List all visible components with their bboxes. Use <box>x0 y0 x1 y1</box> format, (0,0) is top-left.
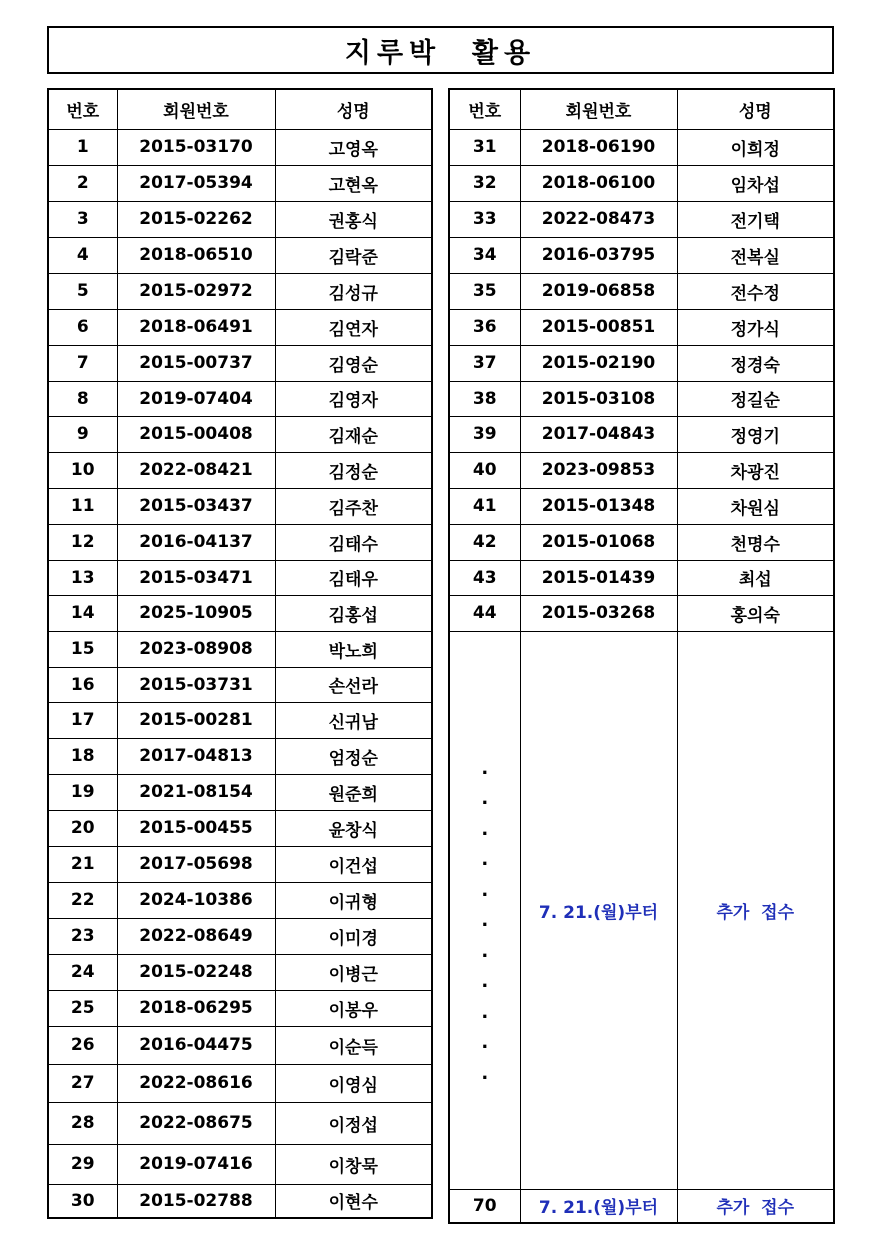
member-id: 2015-03108 <box>520 381 677 416</box>
table-row <box>48 631 432 667</box>
member-id: 2025-10905 <box>117 595 275 631</box>
member-name: 이건섭 <box>275 846 432 882</box>
dot: . <box>481 971 489 992</box>
table-row <box>48 237 432 273</box>
table-row <box>449 524 834 560</box>
table-row <box>449 560 834 595</box>
row-number: 21 <box>48 846 117 882</box>
row-number: 41 <box>449 488 520 524</box>
member-name: 김영순 <box>275 345 432 381</box>
member-name: 윤창식 <box>275 810 432 846</box>
member-name: 이현수 <box>275 1184 432 1218</box>
row-number: 33 <box>449 201 520 237</box>
table-row <box>449 381 834 416</box>
row-number: 6 <box>48 309 117 345</box>
member-name: 손선라 <box>275 667 432 702</box>
member-name: 이순득 <box>275 1026 432 1064</box>
table-row <box>48 846 432 882</box>
member-name: 차광진 <box>677 452 834 488</box>
row-number: 32 <box>449 165 520 201</box>
header-num: 번호 <box>449 89 520 129</box>
right-header-row <box>449 89 834 129</box>
row-number: 13 <box>48 560 117 595</box>
table-row <box>449 237 834 273</box>
table-row <box>48 954 432 990</box>
member-id: 2017-05698 <box>117 846 275 882</box>
member-name: 권홍식 <box>275 201 432 237</box>
row-number: 16 <box>48 667 117 702</box>
member-id: 2023-09853 <box>520 452 677 488</box>
merged-row <box>449 631 834 1189</box>
member-id: 2015-00281 <box>117 702 275 738</box>
row-number: 36 <box>449 309 520 345</box>
member-id: 2022-08649 <box>117 918 275 954</box>
member-name: 임차섭 <box>677 165 834 201</box>
table-row <box>449 201 834 237</box>
member-id: 2015-03268 <box>520 595 677 631</box>
dot: . <box>481 879 489 901</box>
dot: . <box>481 940 489 962</box>
header-member-id: 회원번호 <box>520 89 677 129</box>
member-name: 이정섭 <box>275 1102 432 1144</box>
member-name: 전복실 <box>677 237 834 273</box>
row-number: 38 <box>449 381 520 416</box>
row-number: 19 <box>48 774 117 810</box>
row-number: 35 <box>449 273 520 309</box>
table-row <box>48 990 432 1026</box>
table-row <box>48 774 432 810</box>
member-name: 차원심 <box>677 488 834 524</box>
right-table-body <box>449 129 834 1223</box>
member-id: 2019-06858 <box>520 273 677 309</box>
member-name: 전기택 <box>677 201 834 237</box>
member-name: 전수정 <box>677 273 834 309</box>
last-date-text: 7. 21.(월)부터 <box>520 1189 677 1223</box>
member-id: 2015-02190 <box>520 345 677 381</box>
table-row <box>48 129 432 165</box>
member-id: 2017-04843 <box>520 416 677 452</box>
row-number: 28 <box>48 1102 117 1144</box>
table-row <box>48 595 432 631</box>
table-row <box>449 416 834 452</box>
row-number: 1 <box>48 129 117 165</box>
table-row <box>449 309 834 345</box>
row-number: 30 <box>48 1184 117 1218</box>
title-box <box>47 26 834 74</box>
table-row <box>48 667 432 702</box>
row-number: 70 <box>449 1189 520 1223</box>
member-name: 최섭 <box>677 560 834 595</box>
member-name: 신귀남 <box>275 702 432 738</box>
table-row <box>449 273 834 309</box>
dots-cell <box>449 631 520 1189</box>
dot: . <box>481 757 489 779</box>
row-number: 20 <box>48 810 117 846</box>
member-id: 2015-03731 <box>117 667 275 702</box>
table-row <box>48 918 432 954</box>
member-name: 홍의숙 <box>677 595 834 631</box>
table-row <box>48 165 432 201</box>
table-row <box>449 129 834 165</box>
member-name: 고영옥 <box>275 129 432 165</box>
row-number: 44 <box>449 595 520 631</box>
member-name: 김영자 <box>275 381 432 416</box>
table-row <box>449 488 834 524</box>
member-name: 김홍섭 <box>275 595 432 631</box>
table-row <box>48 702 432 738</box>
dots-column <box>450 754 520 1090</box>
member-id: 2015-01348 <box>520 488 677 524</box>
member-id: 2015-02788 <box>117 1184 275 1218</box>
header-name: 성명 <box>677 89 834 129</box>
member-name: 박노희 <box>275 631 432 667</box>
member-id: 2015-00851 <box>520 309 677 345</box>
member-name: 김연자 <box>275 309 432 345</box>
table-row <box>48 201 432 237</box>
row-number: 14 <box>48 595 117 631</box>
member-id: 2015-01068 <box>520 524 677 560</box>
member-id: 2021-08154 <box>117 774 275 810</box>
member-id: 2018-06100 <box>520 165 677 201</box>
member-name: 천명수 <box>677 524 834 560</box>
row-number: 2 <box>48 165 117 201</box>
member-id: 2015-02262 <box>117 201 275 237</box>
table-row <box>449 595 834 631</box>
member-id: 2017-05394 <box>117 165 275 201</box>
row-number: 7 <box>48 345 117 381</box>
dot: . <box>481 1062 489 1084</box>
row-number: 40 <box>449 452 520 488</box>
header-num: 번호 <box>48 89 117 129</box>
member-id: 2019-07404 <box>117 381 275 416</box>
member-name: 김태우 <box>275 560 432 595</box>
row-number: 37 <box>449 345 520 381</box>
member-id: 2018-06190 <box>520 129 677 165</box>
member-id: 2016-03795 <box>520 237 677 273</box>
table-row <box>48 1102 432 1144</box>
left-table-body <box>48 129 432 1218</box>
table-row <box>449 452 834 488</box>
dot: . <box>481 849 489 870</box>
left-header-row <box>48 89 432 129</box>
member-name: 원준희 <box>275 774 432 810</box>
row-number: 4 <box>48 237 117 273</box>
merged-note-text: 추가 접수 <box>677 631 834 1189</box>
right-member-table <box>448 88 835 1224</box>
member-name: 이희정 <box>677 129 834 165</box>
table-row <box>48 416 432 452</box>
member-id: 2022-08421 <box>117 452 275 488</box>
left-member-table <box>47 88 433 1219</box>
member-id: 2015-03170 <box>117 129 275 165</box>
last-note-text: 추가 접수 <box>677 1189 834 1223</box>
table-row <box>48 560 432 595</box>
row-number: 12 <box>48 524 117 560</box>
table-row <box>48 810 432 846</box>
member-id: 2023-08908 <box>117 631 275 667</box>
table-row <box>48 738 432 774</box>
member-id: 2022-08616 <box>117 1064 275 1102</box>
member-name: 이미경 <box>275 918 432 954</box>
member-id: 2015-00737 <box>117 345 275 381</box>
row-number: 39 <box>449 416 520 452</box>
member-id: 2018-06510 <box>117 237 275 273</box>
table-row <box>48 309 432 345</box>
table-row <box>48 1064 432 1102</box>
row-number: 3 <box>48 201 117 237</box>
member-id: 2018-06491 <box>117 309 275 345</box>
member-id: 2015-02248 <box>117 954 275 990</box>
dot: . <box>481 910 489 931</box>
member-id: 2015-03437 <box>117 488 275 524</box>
member-id: 2022-08675 <box>117 1102 275 1144</box>
row-number: 23 <box>48 918 117 954</box>
dot: . <box>481 818 489 840</box>
table-row <box>48 1144 432 1184</box>
member-id: 2015-01439 <box>520 560 677 595</box>
row-number: 24 <box>48 954 117 990</box>
table-row <box>48 488 432 524</box>
member-id: 2015-00408 <box>117 416 275 452</box>
row-number: 25 <box>48 990 117 1026</box>
table-row <box>48 381 432 416</box>
row-number: 29 <box>48 1144 117 1184</box>
member-name: 정경숙 <box>677 345 834 381</box>
member-name: 김락준 <box>275 237 432 273</box>
merged-date-text: 7. 21.(월)부터 <box>520 631 677 1189</box>
header-name: 성명 <box>275 89 432 129</box>
row-number: 26 <box>48 1026 117 1064</box>
member-name: 고현옥 <box>275 165 432 201</box>
dot: . <box>481 788 489 809</box>
row-number: 31 <box>449 129 520 165</box>
member-name: 이영심 <box>275 1064 432 1102</box>
row-number: 27 <box>48 1064 117 1102</box>
row-number: 11 <box>48 488 117 524</box>
row-number: 22 <box>48 882 117 918</box>
dot: . <box>481 1032 489 1053</box>
member-name: 정영기 <box>677 416 834 452</box>
member-name: 이병근 <box>275 954 432 990</box>
row-number: 5 <box>48 273 117 309</box>
member-name: 김성규 <box>275 273 432 309</box>
table-row <box>48 273 432 309</box>
row-number: 18 <box>48 738 117 774</box>
member-name: 이창묵 <box>275 1144 432 1184</box>
table-row <box>449 345 834 381</box>
member-name: 정길순 <box>677 381 834 416</box>
table-row-last <box>449 1189 834 1223</box>
member-id: 2015-03471 <box>117 560 275 595</box>
member-name: 김재순 <box>275 416 432 452</box>
table-row <box>48 882 432 918</box>
member-id: 2016-04475 <box>117 1026 275 1064</box>
row-number: 10 <box>48 452 117 488</box>
member-name: 엄정순 <box>275 738 432 774</box>
table-row <box>48 345 432 381</box>
member-id: 2015-02972 <box>117 273 275 309</box>
member-name: 김주찬 <box>275 488 432 524</box>
row-number: 43 <box>449 560 520 595</box>
member-id: 2016-04137 <box>117 524 275 560</box>
member-id: 2017-04813 <box>117 738 275 774</box>
member-id: 2015-00455 <box>117 810 275 846</box>
table-row <box>449 165 834 201</box>
page-title: 지루박 활용 <box>344 37 537 69</box>
row-number: 15 <box>48 631 117 667</box>
row-number: 9 <box>48 416 117 452</box>
member-name: 이봉우 <box>275 990 432 1026</box>
row-number: 34 <box>449 237 520 273</box>
table-row <box>48 524 432 560</box>
member-name: 이귀형 <box>275 882 432 918</box>
member-id: 2024-10386 <box>117 882 275 918</box>
header-member-id: 회원번호 <box>117 89 275 129</box>
member-id: 2019-07416 <box>117 1144 275 1184</box>
row-number: 17 <box>48 702 117 738</box>
table-row <box>48 1026 432 1064</box>
member-name: 김태수 <box>275 524 432 560</box>
member-id: 2018-06295 <box>117 990 275 1026</box>
member-name: 김정순 <box>275 452 432 488</box>
member-name: 정가식 <box>677 309 834 345</box>
table-row <box>48 452 432 488</box>
member-id: 2022-08473 <box>520 201 677 237</box>
row-number: 42 <box>449 524 520 560</box>
row-number: 8 <box>48 381 117 416</box>
dot: . <box>481 1001 489 1023</box>
table-row <box>48 1184 432 1218</box>
